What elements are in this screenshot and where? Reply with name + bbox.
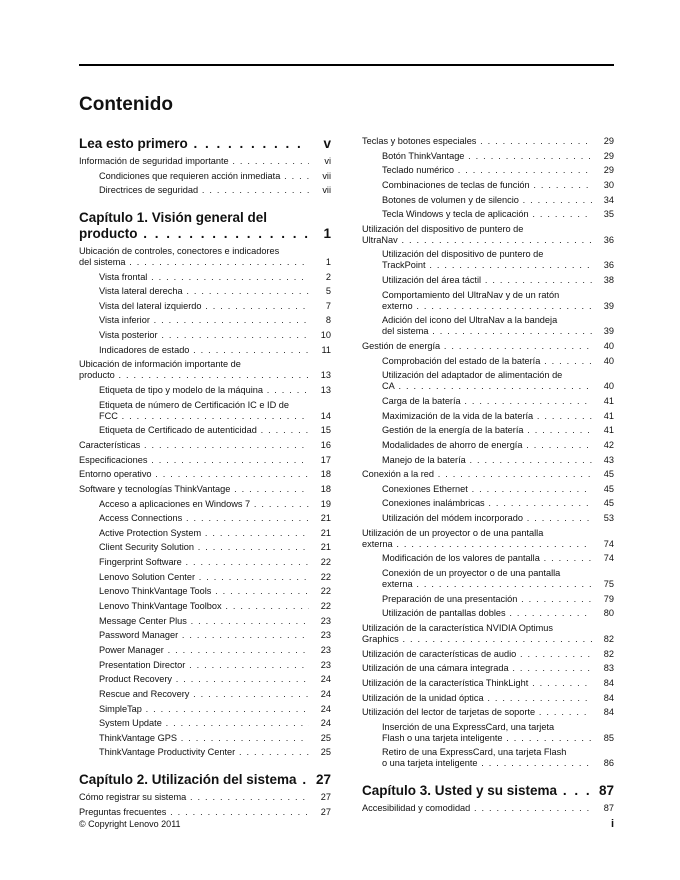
toc-entry-text: ThinkVantage GPS . . .: [99, 733, 309, 744]
toc-entry-page: 15: [320, 425, 331, 436]
toc-entry-text: [79, 359, 309, 381]
toc-entry[interactable]: [79, 689, 331, 700]
toc-entry-text: Vista posterior . . .: [99, 330, 309, 341]
toc-entry-text: [362, 623, 592, 645]
toc-entry[interactable]: [79, 733, 331, 744]
toc-entry[interactable]: [79, 660, 331, 671]
toc-entry[interactable]: [362, 165, 614, 176]
toc-entry-text: Client Security Solution . . .: [99, 542, 309, 553]
toc-entry-line2: externa . . .: [362, 539, 592, 549]
toc-chapter-heading[interactable]: [362, 783, 614, 799]
toc-entry-line1: Utilización del adaptador de alimentación de: [382, 370, 563, 381]
toc-entry-page: 74: [603, 538, 614, 549]
toc-entry-page: 13: [320, 385, 331, 396]
toc-entry-text: Modalidades de ahorro de energía . . .: [382, 440, 592, 451]
toc-entry-page: 11: [321, 344, 331, 355]
chapter-page: 27: [315, 772, 331, 788]
toc-entry-page: 86: [603, 758, 614, 769]
toc-entry-page: vii: [322, 170, 331, 181]
toc-right-column: [362, 136, 614, 818]
toc-entry[interactable]: [362, 209, 614, 220]
toc-entry-text: Información de seguridad importante . . .: [79, 156, 309, 167]
toc-entry[interactable]: [362, 469, 614, 480]
toc-entry-page: 18: [320, 469, 331, 480]
section-gap: [79, 200, 331, 210]
toc-entry-text: [362, 528, 592, 550]
toc-chapter-heading[interactable]: [79, 136, 331, 152]
toc-entry-text: Conexiones Ethernet . . .: [382, 484, 592, 495]
toc-entry-line1: Utilización del dispositivo de puntero de: [362, 223, 524, 234]
toc-entry-page: 23: [320, 659, 331, 670]
toc-entry-page: 84: [603, 707, 614, 718]
toc-entry[interactable]: [362, 747, 614, 769]
toc-entry-text: [382, 747, 592, 769]
toc-entry-page: 83: [603, 663, 614, 674]
toc-entry-page: 45: [603, 469, 614, 480]
toc-entry[interactable]: [362, 722, 614, 744]
toc-entry[interactable]: [79, 286, 331, 297]
toc-entry[interactable]: [79, 645, 331, 656]
toc-entry-text: Teclas y botones especiales . . .: [362, 136, 592, 147]
toc-entry-page: 25: [320, 747, 331, 758]
chapter-title: Capítulo 2. Utilización del sistema . . .: [79, 772, 309, 788]
toc-entry[interactable]: [362, 151, 614, 162]
toc-entry[interactable]: [79, 557, 331, 568]
toc-entry-page: 40: [603, 341, 614, 352]
toc-entry-text: Gestión de la energía de la batería . . .: [382, 425, 592, 436]
toc-entry-page: 13: [320, 370, 331, 381]
toc-entry[interactable]: [79, 674, 331, 685]
toc-entry-text: Preparación de una presentación . . .: [382, 594, 592, 605]
toc-entry[interactable]: [79, 484, 331, 495]
toc-entry-text: Carga de la batería . . .: [382, 396, 592, 407]
toc-entry[interactable]: [362, 195, 614, 206]
toc-entries: [79, 156, 331, 196]
chapter-title-line1: Capítulo 1. Visión general del: [79, 209, 268, 225]
toc-entry-text: Combinaciones de teclas de función . . .: [382, 180, 592, 191]
toc-entry-page: 21: [320, 542, 331, 553]
toc-entry[interactable]: [362, 425, 614, 436]
toc-entry-text: Utilización del lector de tarjetas de soporte . . .: [362, 707, 592, 718]
header-rule: [79, 64, 614, 66]
toc-entry-line1: Utilización de la característica NVIDIA Optimus: [362, 622, 553, 633]
toc-entry[interactable]: [79, 586, 331, 597]
toc-entry-page: 27: [320, 806, 331, 817]
toc-entry[interactable]: [362, 290, 614, 312]
toc-entry-page: 25: [320, 732, 331, 743]
toc-entry-text: Vista inferior . . .: [99, 315, 309, 326]
toc-entry-text: Indicadores de estado . . .: [99, 345, 309, 356]
toc-entry-page: 53: [603, 513, 614, 524]
toc-entry-text: Acceso a aplicaciones en Windows 7 . . .: [99, 499, 309, 510]
toc-entry-page: 30: [603, 179, 614, 190]
toc-entry-page: 87: [603, 803, 614, 814]
toc-entry-line2: o una tarjeta inteligente . . .: [382, 758, 592, 768]
toc-entry[interactable]: [362, 341, 614, 352]
toc-entry-text: Fingerprint Software . . .: [99, 557, 309, 568]
toc-entry-text: Manejo de la batería . . .: [382, 455, 592, 466]
chapter-title: Capítulo 3. Usted y su sistema . . .: [362, 783, 592, 799]
toc-entry[interactable]: [362, 803, 614, 814]
toc-entry-page: 1: [325, 256, 331, 267]
toc-entry-page: 24: [320, 703, 331, 714]
toc-entry-text: Password Manager . . .: [99, 630, 309, 641]
toc-entry[interactable]: [362, 315, 614, 337]
toc-entry-text: SimpleTap . . .: [99, 704, 309, 715]
toc-entry-page: 74: [603, 553, 614, 564]
toc-entry[interactable]: [79, 792, 331, 803]
toc-entry[interactable]: [79, 455, 331, 466]
toc-entry-page: 23: [320, 615, 331, 626]
toc-entry-text: ThinkVantage Productivity Center . . .: [99, 747, 309, 758]
toc-entry-text: Product Recovery . . .: [99, 674, 309, 685]
toc-entry[interactable]: [79, 185, 331, 196]
toc-entry-line2: Graphics . . .: [362, 634, 592, 644]
toc-entry-page: 85: [603, 732, 614, 743]
toc-entry[interactable]: [79, 616, 331, 627]
toc-entry-page: 40: [603, 355, 614, 366]
toc-entry[interactable]: [79, 330, 331, 341]
toc-entry[interactable]: [362, 484, 614, 495]
toc-entry[interactable]: [362, 528, 614, 550]
toc-entry-line2: FCC . . .: [99, 411, 309, 421]
chapter-title: Lea esto primero . . .: [79, 136, 309, 152]
toc-entry-page: 43: [603, 454, 614, 465]
toc-entry-page: 29: [603, 165, 614, 176]
toc-entry[interactable]: [362, 608, 614, 619]
toc-entry[interactable]: [362, 455, 614, 466]
toc-entry-text: [99, 400, 309, 422]
toc-entry[interactable]: [79, 528, 331, 539]
toc-entry-page: 84: [603, 692, 614, 703]
toc-entry-page: 19: [320, 498, 331, 509]
toc-entry[interactable]: [362, 553, 614, 564]
toc-entry-line2: externa . . .: [382, 579, 592, 589]
toc-entry-page: 2: [325, 271, 331, 282]
toc-entry-text: Presentation Director . . .: [99, 660, 309, 671]
toc-entry-text: Lenovo ThinkVantage Toolbox . . .: [99, 601, 309, 612]
toc-entry-line1: Etiqueta de número de Certificación IC e ID de: [99, 399, 289, 410]
toc-entry-text: [382, 249, 592, 271]
page-number: i: [610, 818, 614, 830]
toc-entry-text: Power Manager . . .: [99, 645, 309, 656]
toc-entries: [362, 136, 614, 769]
toc-entry[interactable]: [79, 469, 331, 480]
toc-entry-page: 38: [603, 275, 614, 286]
toc-entry[interactable]: [362, 594, 614, 605]
toc-entry-text: Access Connections . . .: [99, 513, 309, 524]
toc-entry-text: Especificaciones . . .: [79, 455, 309, 466]
toc-entry-text: Etiqueta de Certificado de autenticidad . . .: [99, 425, 309, 436]
toc-entry-page: 24: [320, 674, 331, 685]
toc-entry[interactable]: [79, 499, 331, 510]
toc-entry-text: Botones de volumen y de silencio . . .: [382, 195, 592, 206]
toc-entry-page: 29: [603, 150, 614, 161]
toc-entry[interactable]: [79, 704, 331, 715]
toc-entry-page: 82: [603, 648, 614, 659]
toc-entry-text: [382, 568, 592, 590]
toc-entry-text: Utilización de características de audio . . .: [362, 649, 592, 660]
chapter-title: [79, 210, 309, 242]
toc-entry[interactable]: [79, 425, 331, 436]
toc-entry-text: Rescue and Recovery . . .: [99, 689, 309, 700]
toc-entry-text: Conexiones inalámbricas . . .: [382, 498, 592, 509]
toc-entry-page: 23: [320, 630, 331, 641]
toc-entry-page: 21: [320, 527, 331, 538]
section-gap: [79, 762, 331, 772]
toc-entry[interactable]: [79, 542, 331, 553]
toc-entry[interactable]: [79, 246, 331, 268]
page-title: Contenido: [79, 94, 173, 115]
toc-entry[interactable]: [362, 224, 614, 246]
toc-entry-page: 39: [603, 326, 614, 337]
toc-entry-page: 75: [603, 579, 614, 590]
toc-entry[interactable]: [79, 513, 331, 524]
toc-entry-text: Gestión de energía . . .: [362, 341, 592, 352]
toc-entry-line2: del sistema . . .: [79, 257, 309, 267]
toc-entry-page: 41: [603, 410, 614, 421]
toc-entry-page: 10: [320, 330, 331, 341]
toc-entry[interactable]: [79, 630, 331, 641]
toc-entry-page: 22: [320, 571, 331, 582]
toc-entry-page: 34: [603, 194, 614, 205]
toc-entry[interactable]: [79, 572, 331, 583]
toc-entry-text: [382, 290, 592, 312]
toc-entry-text: Accesibilidad y comodidad . . .: [362, 803, 592, 814]
toc-entry-page: vii: [322, 185, 331, 196]
section-gap: [362, 773, 614, 783]
toc-entry-text: Maximización de la vida de la batería . . .: [382, 411, 592, 422]
toc-entry-text: [79, 246, 309, 268]
toc-entry-page: 41: [603, 395, 614, 406]
toc-entry[interactable]: [362, 180, 614, 191]
toc-entries: [362, 803, 614, 814]
toc-entry-page: 23: [320, 644, 331, 655]
toc-entry-text: Modificación de los valores de pantalla . . .: [382, 553, 592, 564]
toc-entry[interactable]: [79, 400, 331, 422]
toc-entry-text: Active Protection System . . .: [99, 528, 309, 539]
toc-entry-line1: Adición del icono del UltraNav a la bandeja: [382, 315, 558, 326]
toc-entry-page: 8: [325, 315, 331, 326]
toc-entry-page: 80: [603, 608, 614, 619]
toc-entries: [79, 246, 331, 759]
toc-entry-page: 14: [320, 410, 331, 421]
toc-entry-page: 45: [603, 498, 614, 509]
toc-entry[interactable]: [362, 623, 614, 645]
toc-entry[interactable]: [79, 315, 331, 326]
toc-entry-page: 36: [603, 260, 614, 271]
toc-entry-text: Vista del lateral izquierdo . . .: [99, 301, 309, 312]
toc-entry-text: Utilización de la característica ThinkLight . . .: [362, 678, 592, 689]
toc-entry[interactable]: [362, 513, 614, 524]
toc-entry-text: Directrices de seguridad . . .: [99, 185, 309, 196]
toc-entry-line2: producto . . .: [79, 370, 309, 380]
toc-entry-line2: externo . . .: [382, 301, 592, 311]
toc-entry-page: 21: [320, 513, 331, 524]
toc-entry-page: 41: [603, 425, 614, 436]
toc-entry-page: 35: [603, 209, 614, 220]
toc-entry-text: Entorno operativo . . .: [79, 469, 309, 480]
toc-entry[interactable]: [362, 649, 614, 660]
toc-entry-line1: Utilización del dispositivo de puntero de: [382, 249, 544, 260]
toc-entry-line2: CA . . .: [382, 381, 592, 391]
toc-entry[interactable]: [362, 707, 614, 718]
toc-entry[interactable]: [362, 498, 614, 509]
toc-entry[interactable]: [362, 440, 614, 451]
toc-entry[interactable]: [362, 396, 614, 407]
toc-entry-line1: Comportamiento del UltraNav y de un ratón: [382, 289, 560, 300]
toc-entry-page: 40: [603, 381, 614, 392]
toc-entry[interactable]: [362, 275, 614, 286]
toc-chapter-heading[interactable]: [79, 210, 331, 242]
toc-entry-line1: Ubicación de controles, conectores e indicadores: [79, 245, 280, 256]
toc-entry-text: [382, 315, 592, 337]
toc-entry-text: Teclado numérico . . .: [382, 165, 592, 176]
toc-entry[interactable]: [79, 385, 331, 396]
copyright-footer: © Copyright Lenovo 2011: [79, 819, 181, 829]
toc-entry-text: Cómo registrar su sistema . . .: [79, 792, 309, 803]
toc-entry[interactable]: [362, 663, 614, 674]
toc-entry-text: Software y tecnologías ThinkVantage . . .: [79, 484, 309, 495]
toc-entry-line1: Utilización de un proyector o de una pantalla: [362, 527, 544, 538]
toc-entry-page: 22: [320, 557, 331, 568]
toc-entry-text: Características . . .: [79, 440, 309, 451]
toc-entry-text: Vista lateral derecha . . .: [99, 286, 309, 297]
toc-entry[interactable]: [79, 440, 331, 451]
toc-entry[interactable]: [79, 156, 331, 167]
toc-entry[interactable]: [79, 272, 331, 283]
toc-entry-page: 79: [603, 593, 614, 604]
toc-entry[interactable]: [79, 345, 331, 356]
toc-entry-text: Vista frontal . . .: [99, 272, 309, 283]
toc-entries: [79, 792, 331, 818]
toc-entry-line2: Flash o una tarjeta inteligente . . .: [382, 733, 592, 743]
toc-entry[interactable]: [362, 249, 614, 271]
toc-entry-line1: Inserción de una ExpressCard, una tarjeta: [382, 721, 555, 732]
toc-entry-text: Utilización del área táctil . . .: [382, 275, 592, 286]
toc-entry-page: 24: [320, 718, 331, 729]
toc-entry-page: 24: [320, 688, 331, 699]
toc-entry-text: System Update . . .: [99, 718, 309, 729]
toc-entry[interactable]: [79, 359, 331, 381]
toc-left-column: [79, 136, 331, 821]
toc-entry-page: vi: [324, 156, 331, 166]
toc-entry-line2: del sistema . . .: [382, 326, 592, 336]
toc-entry-page: 22: [320, 601, 331, 612]
toc-entry[interactable]: [79, 601, 331, 612]
toc-entry-page: 7: [325, 300, 331, 311]
toc-entry[interactable]: [362, 568, 614, 590]
toc-entry[interactable]: [362, 693, 614, 704]
toc-entry-line1: Retiro de una ExpressCard, una tarjeta Flash: [382, 747, 567, 758]
toc-entry[interactable]: [362, 411, 614, 422]
toc-entry[interactable]: [79, 747, 331, 758]
toc-entry-text: Tecla Windows y tecla de aplicación . . .: [382, 209, 592, 220]
toc-entry[interactable]: [79, 718, 331, 729]
toc-entry-page: 5: [325, 286, 331, 297]
toc-entry-text: [362, 224, 592, 246]
toc-entry-line1: Ubicación de información importante de: [79, 359, 241, 370]
toc-entry-text: Utilización de pantallas dobles . . .: [382, 608, 592, 619]
toc-entry[interactable]: [79, 807, 331, 818]
toc-entry-page: 27: [320, 792, 331, 803]
toc-entry-text: Botón ThinkVantage . . .: [382, 151, 592, 162]
toc-entry-page: 16: [320, 439, 331, 450]
toc-entry-text: Utilización de una cámara integrada . . .: [362, 663, 592, 674]
toc-entry-page: 45: [603, 483, 614, 494]
toc-entry-line2: UltraNav . . .: [362, 235, 592, 245]
toc-entry-text: Comprobación del estado de la batería . . .: [382, 356, 592, 367]
toc-entry-text: Utilización del módem incorporado . . .: [382, 513, 592, 524]
toc-chapter-heading[interactable]: [79, 772, 331, 788]
toc-entry-page: 84: [603, 677, 614, 688]
toc-entry-text: Conexión a la red . . .: [362, 469, 592, 480]
toc-entry[interactable]: [362, 678, 614, 689]
toc-entry-text: [382, 370, 592, 392]
toc-entry-page: 39: [603, 300, 614, 311]
toc-entry-page: 18: [320, 483, 331, 494]
toc-entry-text: Etiqueta de tipo y modelo de la máquina . . .: [99, 385, 309, 396]
toc-entry-page: 42: [603, 439, 614, 450]
toc-entry-page: 82: [603, 633, 614, 644]
toc-entry-text: [382, 722, 592, 744]
toc-entry-text: Utilización de la unidad óptica . . .: [362, 693, 592, 704]
toc-entry[interactable]: [79, 171, 331, 182]
toc-entry-text: Preguntas frecuentes . . .: [79, 807, 309, 818]
toc-entry-line2: TrackPoint . . .: [382, 260, 592, 270]
toc-entry[interactable]: [362, 356, 614, 367]
chapter-page: 87: [598, 783, 614, 799]
chapter-title-line2: producto . . .: [79, 226, 309, 241]
toc-entry[interactable]: [79, 301, 331, 312]
toc-entry-text: Message Center Plus . . .: [99, 616, 309, 627]
toc-entry-text: Lenovo Solution Center . . .: [99, 572, 309, 583]
toc-entry-page: 17: [320, 454, 331, 465]
toc-entry-line1: Conexión de un proyector o de una pantalla: [382, 568, 561, 579]
toc-entry-text: Lenovo ThinkVantage Tools . . .: [99, 586, 309, 597]
toc-entry-page: 36: [603, 234, 614, 245]
chapter-page: v: [323, 136, 331, 151]
toc-entry[interactable]: [362, 370, 614, 392]
toc-entry-text: Condiciones que requieren acción inmediata . . .: [99, 171, 309, 182]
toc-entry[interactable]: [362, 136, 614, 147]
chapter-page: 1: [323, 225, 331, 241]
toc-entry-page: 29: [603, 136, 614, 146]
toc-entry-page: 22: [320, 586, 331, 597]
